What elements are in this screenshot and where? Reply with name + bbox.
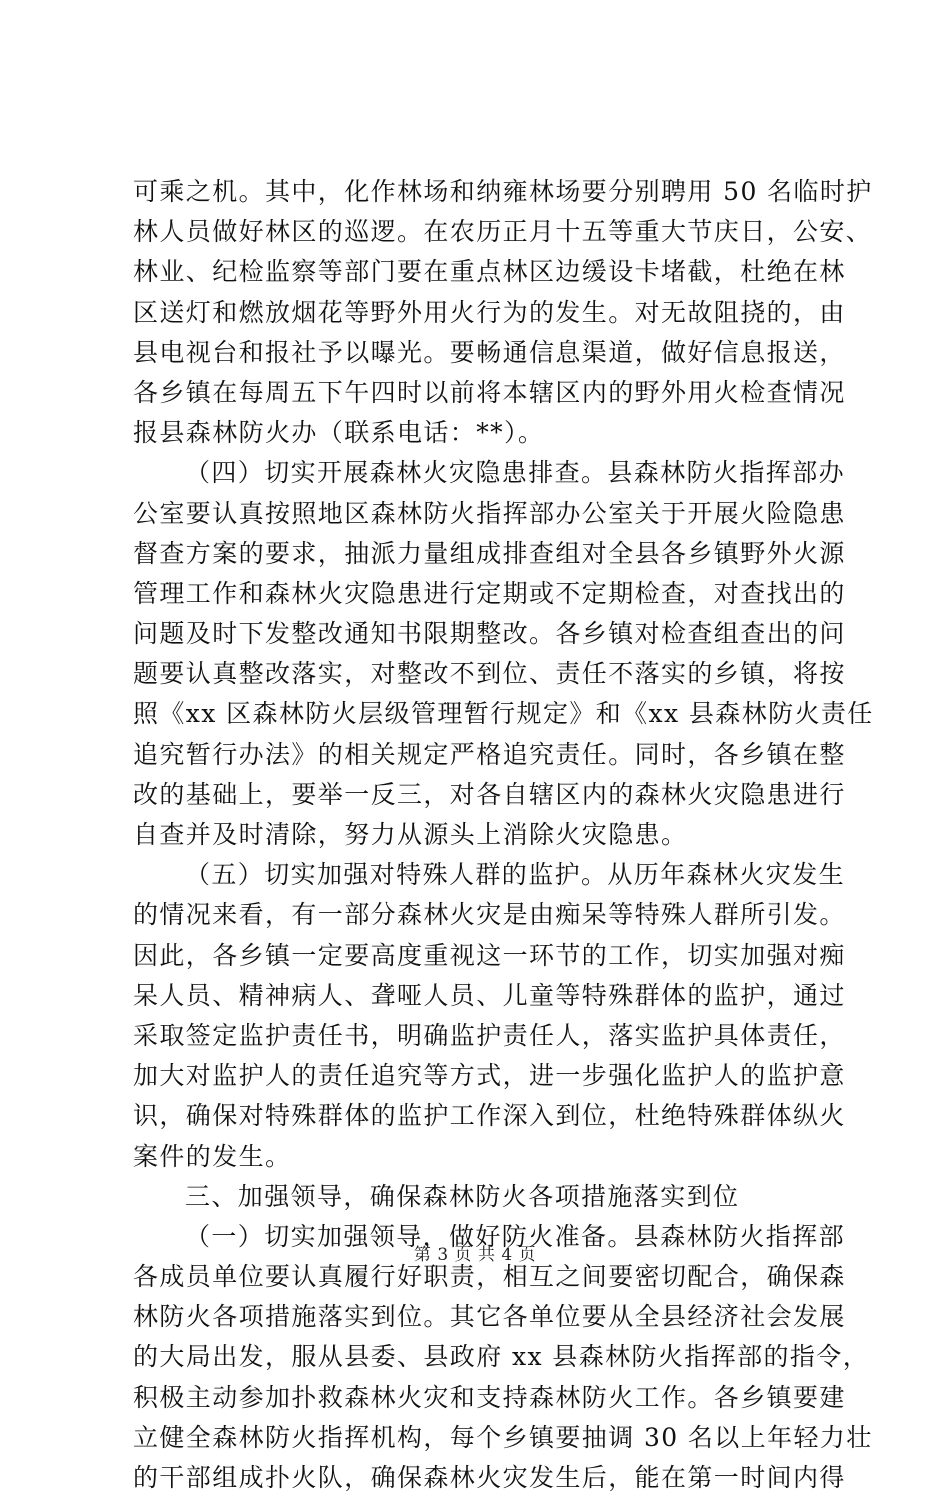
text-line: 自查并及时清除，努力从源头上消除火灾隐患。 — [133, 820, 688, 849]
text-line: 照《xx 区森林防火层级管理暂行规定》和《xx 县森林防火责任 — [133, 699, 874, 729]
text-line: 呆人员、精神病人、聋哑人员、儿童等特殊群体的监护，通过 — [133, 980, 846, 1010]
text-line: 各成员单位要认真履行好职责，相互之间要密切配合，确保森 — [133, 1262, 846, 1292]
paragraph-heading-line: （一）切实加强领导，做好防火准备。县森林防火指挥部 — [185, 1221, 846, 1251]
text-line: 督查方案的要求，抽派力量组成排查组对全县各乡镇野外火源 — [133, 538, 846, 568]
text-line: 报县森林防火办（联系电话：**）。 — [133, 418, 545, 448]
section-heading-line: 三、加强领导，确保森林防火各项措施落实到位 — [185, 1181, 740, 1211]
text-line: 林业、纪检监察等部门要在重点林区边缓设卡堵截，杜绝在林 — [133, 257, 846, 287]
text-line: 因此，各乡镇一定要高度重视这一环节的工作，切实加强对痴 — [133, 940, 846, 970]
text-line: 改的基础上，要举一反三，对各自辖区内的森林火灾隐患进行 — [133, 779, 846, 809]
text-line: 可乘之机。其中，化作林场和纳雍林场要分别聘用 50 名临时护 — [133, 177, 873, 206]
text-line: 案件的发生。 — [133, 1141, 292, 1171]
text-line: 公室要认真按照地区森林防火指挥部办公室关于开展火险隐患 — [133, 498, 846, 528]
text-line: 识，确保对特殊群体的监护工作深入到位，杜绝特殊群体纵火 — [133, 1101, 846, 1131]
text-line: 各乡镇在每周五下午四时以前将本辖区内的野外用火检查情况 — [133, 377, 846, 407]
text-line: 管理工作和森林火灾隐患进行定期或不定期检查，对查找出的 — [133, 578, 846, 608]
page-number-footer: 第 3 页 共 4 页 — [413, 1245, 537, 1265]
text-line: 加大对监护人的责任追究等方式，进一步强化监护人的监护意 — [133, 1061, 846, 1091]
text-line: 区送灯和燃放烟花等野外用火行为的发生。对无故阻挠的，由 — [133, 297, 846, 327]
text-line: 林防火各项措施落实到位。其它各单位要从全县经济社会发展 — [133, 1302, 846, 1332]
text-line: 的大局出发，服从县委、县政府 xx 县森林防火指挥部的指令， — [133, 1342, 870, 1372]
text-line: 的情况来看，有一部分森林火灾是由痴呆等特殊人群所引发。 — [133, 900, 846, 930]
text-line: 追究暂行办法》的相关规定严格追究责任。同时，各乡镇在整 — [133, 739, 846, 769]
text-line: 林人员做好林区的巡逻。在农历正月十五等重大节庆日，公安、 — [133, 217, 873, 247]
document-body — [133, 172, 874, 1498]
paragraph-heading-line: （五）切实加强对特殊人群的监护。从历年森林火灾发生 — [185, 860, 846, 890]
text-line: 立健全森林防火指挥机构，每个乡镇要抽调 30 名以上年轻力壮 — [133, 1422, 873, 1452]
text-line: 县电视台和报社予以曝光。要畅通信息渠道，做好信息报送， — [133, 337, 846, 367]
paragraph-heading-line: （四）切实开展森林火灾隐患排查。县森林防火指挥部办 — [185, 458, 846, 488]
text-line: 题要认真整改落实，对整改不到位、责任不落实的乡镇，将按 — [133, 659, 846, 689]
text-line: 的干部组成扑火队，确保森林火灾发生后，能在第一时间内得 — [133, 1463, 846, 1492]
text-line: 采取签定监护责任书，明确监护责任人，落实监护具体责任， — [133, 1020, 846, 1050]
text-line: 问题及时下发整改通知书限期整改。各乡镇对检查组查出的问 — [133, 619, 846, 649]
text-line: 积极主动参加扑救森林火灾和支持森林防火工作。各乡镇要建 — [133, 1382, 846, 1412]
